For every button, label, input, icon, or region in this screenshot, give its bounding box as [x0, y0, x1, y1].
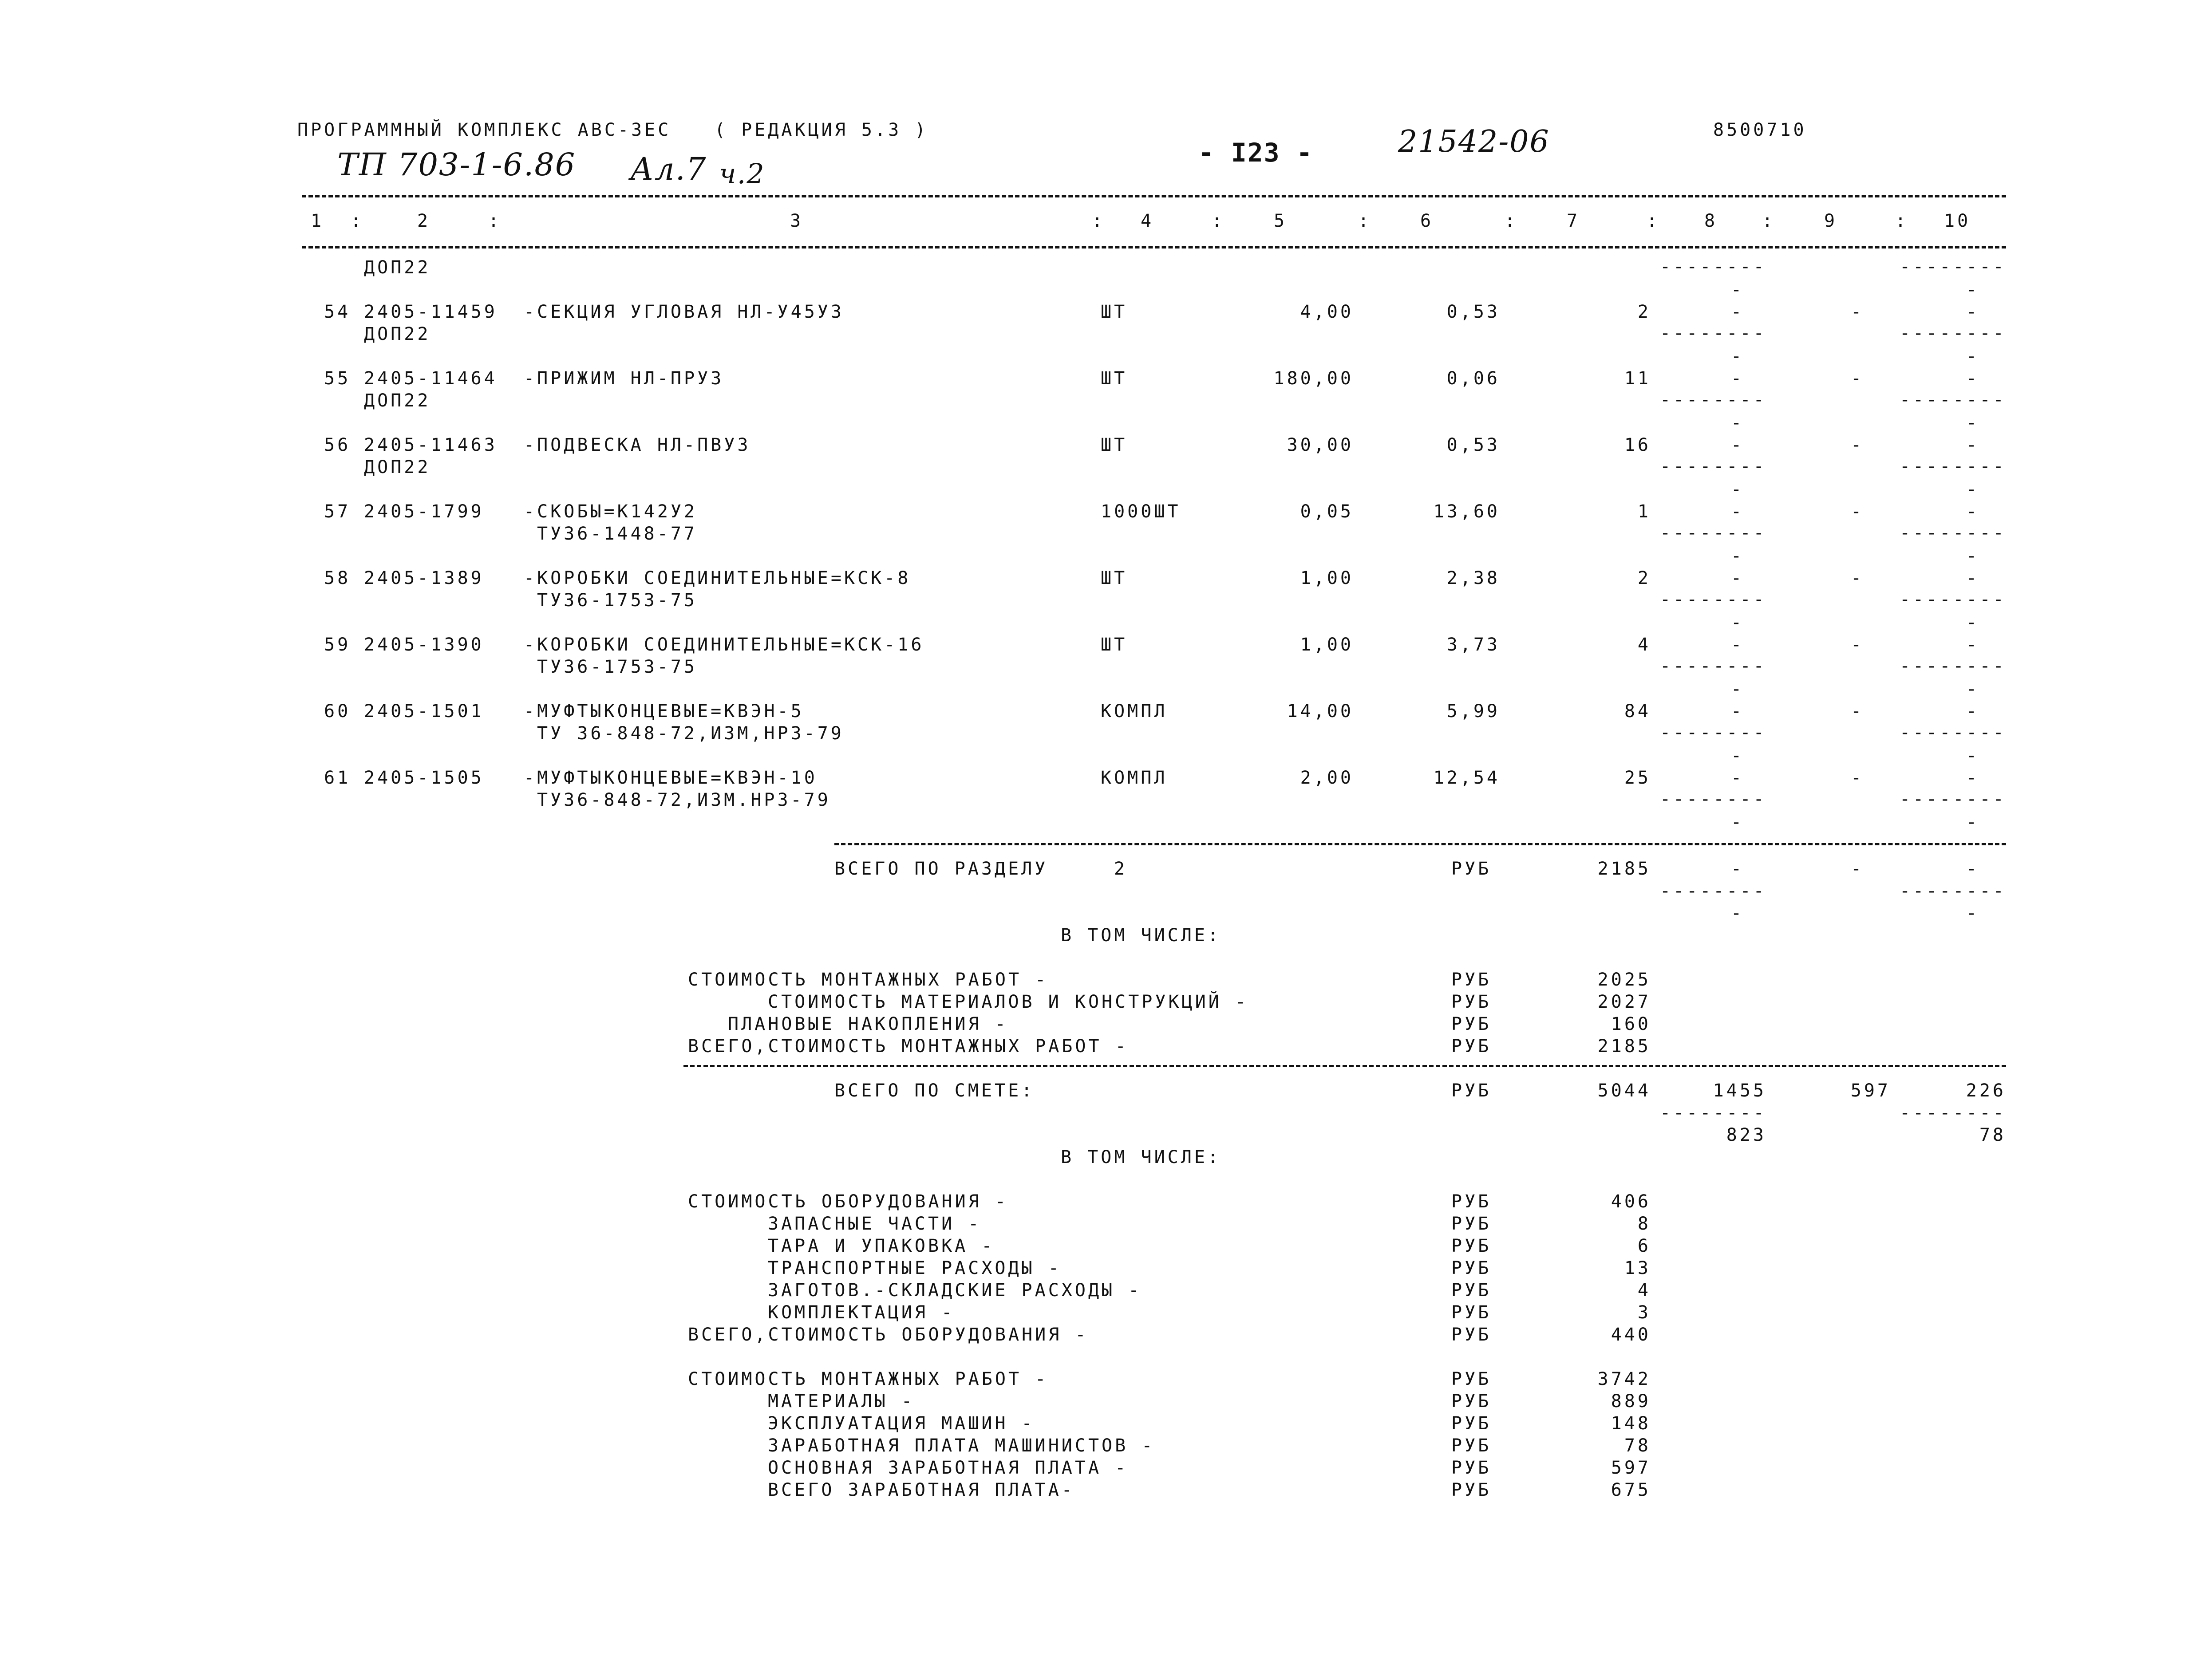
page-number: - I23 - — [1198, 138, 1313, 168]
list-item-label: СТОИМОСТЬ МОНТАЖНЫХ РАБОТ - — [688, 1369, 1049, 1389]
estimate-total-col10-below: 78 — [1979, 1125, 2006, 1145]
inventory-number-handwritten: 21542-06 — [1398, 124, 1550, 159]
row-price: 0,53 — [1446, 302, 1500, 322]
header-top-rule — [302, 195, 2006, 197]
list-item-unit: РУБ — [1451, 1458, 1492, 1478]
row-number: 54 — [324, 302, 351, 322]
col-1: 1 — [311, 211, 324, 231]
part-handwritten: ч.2 — [719, 158, 765, 190]
row-number: 59 — [324, 635, 351, 655]
row-price: 13,60 — [1433, 501, 1500, 522]
row-sum: 2 — [1637, 568, 1651, 588]
row-price: 3,73 — [1446, 635, 1500, 655]
row-name: -МУФТЫКОНЦЕВЫЕ=КВЭН-10 — [524, 768, 818, 788]
row-price: 0,06 — [1446, 368, 1500, 389]
list-item-value: 2185 — [1597, 1036, 1651, 1057]
row-qty: 1,00 — [1300, 635, 1354, 655]
list-item-unit: РУБ — [1451, 970, 1492, 990]
list-item-value: 8 — [1637, 1214, 1651, 1234]
row-name: -МУФТЫКОНЦЕВЫЕ=КВЭН-5 — [524, 701, 804, 722]
list-item-value: 148 — [1611, 1413, 1651, 1434]
list-item-unit: РУБ — [1451, 1391, 1492, 1412]
col-6: 6 — [1420, 211, 1434, 231]
row-price: 12,54 — [1433, 768, 1500, 788]
row-code: 2405-11463 — [364, 435, 498, 455]
estimate-total-col10: 226 — [1966, 1080, 2006, 1101]
row-name: -КОРОБКИ СОЕДИНИТЕЛЬНЫЕ=КСК-16 — [524, 635, 924, 655]
row-unit: ШТ — [1101, 568, 1128, 588]
estimate-total-unit: РУБ — [1451, 1080, 1492, 1101]
list-item-unit: РУБ — [1451, 1280, 1492, 1301]
row-code: 2405-1799 — [364, 501, 484, 522]
estimate-page: ПРОГРАММНЫЙ КОМПЛЕКС АВС-3ЕС ( РЕДАКЦИЯ 5.3 ) 8500710 ТП 703-1-6.86 Ал.7 ч.2 - I23 - 21542-06 1 2 3 4 5 6 7 8 9 10 : : : : : : : : : ДОП22 -------- -------- 54 2405-11459 -СЕКЦИЯ УГЛОВАЯ НЛ-У45У3 ДОП22 ШТ 4,00 0,53 2 - - - - - -------- -------- 55 2405-11464 -ПРИЖИМ НЛ-ПРУ3 ДОП22 ШТ 180,00 0,06 11 - - - - - -------- -------- 56 2405-11463 -ПОДВЕСКА НЛ-ПВУ3 ДОП22 ШТ 30,00 0,53 16 - - - - - -------- -------- 57 2405-1799 -СКОБЫ=К142У2 ТУ36-1448-77 1000ШТ 0,05 13,60 1 - - - - - -------- -------- 58 2405-1389 -КОРОБКИ СОЕДИНИТЕЛЬНЫЕ=КСК-8 ТУ36-1753-75 ШТ 1,00 2,38 2 - - - - - -------- -------- 59 2405-1390 -КОРОБКИ СОЕДИНИТЕЛЬНЫЕ=КСК-16 ТУ36-1753-75 ШТ 1,00 3,73 4 - - - - - -------- -------- 60 2405-1501 -МУФТЫКОНЦЕВЫЕ=КВЭН-5 ТУ 36-848-72,ИЗМ,НР3-79 КОМПЛ 14,00 5,99 84 - - - - - -------- -------- 61 2405-1505 -МУФТЫКОНЦЕВЫЕ=КВЭН-10 ТУ36-848-72,ИЗМ.НР3-79 КОМПЛ 2,00 12,54 25 - - - - - -------- -------- - - ВСЕГО ПО РАЗДЕЛУ 2 РУБ 2185 - - - -------- -------- - - В ТОМ ЧИСЛЕ: СТОИМОСТЬ МОНТАЖНЫХ РАБОТ - РУБ 2025 СТОИМОСТЬ МАТЕРИАЛОВ И КОНСТРУКЦИЙ - РУБ 2027 ПЛАНОВЫЕ НАКОПЛЕНИЯ - РУБ 160 ВСЕГО,СТОИМОСТЬ МОНТАЖНЫХ РАБОТ - РУБ 2185 ВСЕГО ПО СМЕТЕ: РУБ 5044 1455 597 226 -------- -------- 823 78 В ТОМ ЧИСЛЕ: СТОИМОСТЬ ОБОРУДОВАНИЯ - РУБ 406 ЗАПАСНЫЕ ЧАСТИ - РУБ 8 ТАРА И УПАКОВКА - РУБ 6 ТРАНСПОРТНЫЕ РАСХОДЫ - РУБ 13 ЗАГОТОВ.-СКЛАДСКИЕ РАСХОДЫ - РУБ 4 КОМПЛЕКТАЦИЯ - РУБ 3 ВСЕГО,СТОИМОСТЬ ОБОРУДОВАНИЯ - РУБ 440 СТОИМОСТЬ МОНТАЖНЫХ РАБОТ - РУБ 3742 МАТЕРИАЛЫ - РУБ 889 ЭКСПЛУАТАЦИЯ МАШИН - РУБ 148 ЗАРАБОТНАЯ ПЛАТА МАШИНИСТОВ - РУБ 78 ОСНОВНАЯ ЗАРАБОТНАЯ ПЛАТА - РУБ 597 ВСЕГО ЗАРАБОТНАЯ ПЛАТА- РУБ 675 — [297, 120, 2007, 1500]
list-item-label: ВСЕГО,СТОИМОСТЬ МОНТАЖНЫХ РАБОТ - — [688, 1036, 1129, 1057]
list-item-unit: РУБ — [1451, 1325, 1492, 1345]
list-item-unit: РУБ — [1451, 1369, 1492, 1389]
row-unit: ШТ — [1101, 435, 1128, 455]
row-qty: 180,00 — [1273, 368, 1354, 389]
list-item-label: ВСЕГО ЗАРАБОТНАЯ ПЛАТА- — [768, 1480, 1075, 1500]
list-item-unit: РУБ — [1451, 1191, 1492, 1212]
list-item-label: ЗАГОТОВ.-СКЛАДСКИЕ РАСХОДЫ - — [768, 1280, 1142, 1301]
list-item-unit: РУБ — [1451, 1480, 1492, 1500]
list-item-unit: РУБ — [1451, 1435, 1492, 1456]
album-handwritten: Ал.7 — [630, 151, 707, 187]
list-item-label: ЭКСПЛУАТАЦИЯ МАШИН - — [768, 1413, 1035, 1434]
row-number: 56 — [324, 435, 351, 455]
row-code: 2405-11464 — [364, 368, 498, 389]
list-item-label: СТОИМОСТЬ ОБОРУДОВАНИЯ - — [688, 1191, 1008, 1212]
row-note: ДОП22 — [364, 390, 431, 411]
program-name: ПРОГРАММНЫЙ КОМПЛЕКС АВС-3ЕС — [297, 120, 672, 140]
row-unit: КОМПЛ — [1101, 768, 1168, 788]
list-item-value: 406 — [1611, 1191, 1651, 1212]
list-item-unit: РУБ — [1451, 1014, 1492, 1034]
row-name: -СЕКЦИЯ УГЛОВАЯ НЛ-У45У3 — [524, 302, 844, 322]
row-name: -СКОБЫ=К142У2 — [524, 501, 698, 522]
header-bottom-rule — [302, 246, 2006, 248]
estimate-total-label: ВСЕГО ПО СМЕТЕ: — [834, 1080, 1035, 1101]
list-item-label: МАТЕРИАЛЫ - — [768, 1391, 915, 1412]
list-item-value: 440 — [1611, 1325, 1651, 1345]
row-price: 0,53 — [1446, 435, 1500, 455]
row-qty: 1,00 — [1300, 568, 1354, 588]
list-item-value: 889 — [1611, 1391, 1651, 1412]
list-item-unit: РУБ — [1451, 992, 1492, 1012]
row-number: 55 — [324, 368, 351, 389]
tp-number-handwritten: ТП 703-1-6.86 — [337, 146, 576, 183]
list-item-value: 160 — [1611, 1014, 1651, 1034]
row-unit: ШТ — [1101, 635, 1128, 655]
list-item-label: ЗАПАСНЫЕ ЧАСТИ - — [768, 1214, 982, 1234]
list-item-label: ТАРА И УПАКОВКА - — [768, 1236, 995, 1256]
list-item-unit: РУБ — [1451, 1236, 1492, 1256]
row-name: -КОРОБКИ СОЕДИНИТЕЛЬНЫЕ=КСК-8 — [524, 568, 911, 588]
list-item-label: ТРАНСПОРТНЫЕ РАСХОДЫ - — [768, 1258, 1062, 1278]
row-code: 2405-1389 — [364, 568, 484, 588]
list-item-unit: РУБ — [1451, 1214, 1492, 1234]
row-sum: 4 — [1637, 635, 1651, 655]
col-10: 10 — [1944, 211, 1971, 231]
col-5: 5 — [1274, 211, 1288, 231]
continuation-note: ДОП22 — [364, 257, 431, 278]
list-item-label: ВСЕГО,СТОИМОСТЬ ОБОРУДОВАНИЯ - — [688, 1325, 1089, 1345]
list-item-label: ПЛАНОВЫЕ НАКОПЛЕНИЯ - — [728, 1014, 1008, 1034]
row-number: 57 — [324, 501, 351, 522]
list-item-value: 6 — [1637, 1236, 1651, 1256]
row-name: -ПРИЖИМ НЛ-ПРУ3 — [524, 368, 724, 389]
row-sum: 2 — [1637, 302, 1651, 322]
row-note: ТУ36-1753-75 — [537, 590, 697, 611]
list-item-value: 675 — [1611, 1480, 1651, 1500]
continuation-dashline-8: -------- — [1660, 256, 1767, 277]
row-note: ТУ36-1448-77 — [537, 524, 697, 544]
row-number: 58 — [324, 568, 351, 588]
row-sum: 11 — [1624, 368, 1651, 389]
section-total-sum: 2185 — [1597, 859, 1651, 879]
estimate-total-col9: 597 — [1850, 1080, 1891, 1101]
row-unit: КОМПЛ — [1101, 701, 1168, 722]
col-9: 9 — [1824, 211, 1838, 231]
row-note: ДОП22 — [364, 457, 431, 477]
row-qty: 30,00 — [1287, 435, 1354, 455]
section-total-label: ВСЕГО ПО РАЗДЕЛУ — [834, 859, 1048, 879]
list-item-unit: РУБ — [1451, 1036, 1492, 1057]
list-item-label: СТОИМОСТЬ МОНТАЖНЫХ РАБОТ - — [688, 970, 1049, 990]
row-number: 61 — [324, 768, 351, 788]
row-sum: 84 — [1624, 701, 1651, 722]
program-edition: ( РЕДАКЦИЯ 5.3 ) — [715, 120, 928, 140]
row-number: 60 — [324, 701, 351, 722]
list-item-value: 3742 — [1597, 1369, 1651, 1389]
row-code: 2405-11459 — [364, 302, 498, 322]
row-name: -ПОДВЕСКА НЛ-ПВУ3 — [524, 435, 751, 455]
list-item-label: ЗАРАБОТНАЯ ПЛАТА МАШИНИСТОВ - — [768, 1435, 1155, 1456]
list-item-label: ОСНОВНАЯ ЗАРАБОТНАЯ ПЛАТА - — [768, 1458, 1129, 1478]
row-unit: ШТ — [1101, 302, 1128, 322]
row-sum: 1 — [1637, 501, 1651, 522]
col-2: 2 — [417, 211, 431, 231]
document-code: 8500710 — [1713, 120, 1807, 140]
list-item-value: 13 — [1624, 1258, 1651, 1278]
row-note: ТУ36-848-72,ИЗМ.НР3-79 — [537, 790, 831, 810]
row-sum: 16 — [1624, 435, 1651, 455]
estimate-total-col8-below: 823 — [1726, 1125, 1766, 1145]
list-item-value: 2025 — [1597, 970, 1651, 990]
row-note: ТУ36-1753-75 — [537, 657, 697, 677]
row-qty: 2,00 — [1300, 768, 1354, 788]
list-item-unit: РУБ — [1451, 1258, 1492, 1278]
row-qty: 14,00 — [1287, 701, 1354, 722]
list-item-unit: РУБ — [1451, 1302, 1492, 1323]
estimate-total-col8: 1455 — [1713, 1080, 1766, 1101]
row-note: ДОП22 — [364, 324, 431, 344]
col-3: 3 — [790, 211, 804, 231]
col-4: 4 — [1141, 211, 1154, 231]
estimate-total-rule — [683, 1065, 2006, 1067]
section-number: 2 — [1114, 859, 1128, 879]
row-price: 5,99 — [1446, 701, 1500, 722]
row-note: ТУ 36-848-72,ИЗМ,НР3-79 — [537, 723, 844, 744]
row-unit: 1000ШТ — [1101, 501, 1181, 522]
row-unit: ШТ — [1101, 368, 1128, 389]
row-code: 2405-1505 — [364, 768, 484, 788]
col-7: 7 — [1567, 211, 1580, 231]
row-code: 2405-1390 — [364, 635, 484, 655]
list-item-value: 3 — [1637, 1302, 1651, 1323]
including-heading-2: В ТОМ ЧИСЛЕ: — [1061, 1147, 1221, 1167]
row-sum: 25 — [1624, 768, 1651, 788]
list-item-label: СТОИМОСТЬ МАТЕРИАЛОВ И КОНСТРУКЦИЙ - — [768, 992, 1248, 1012]
col-8: 8 — [1704, 211, 1718, 231]
section-total-unit: РУБ — [1451, 859, 1492, 879]
row-qty: 4,00 — [1300, 302, 1354, 322]
section-total-rule — [834, 843, 2006, 845]
list-item-value: 78 — [1624, 1435, 1651, 1456]
list-item-label: КОМПЛЕКТАЦИЯ - — [768, 1302, 955, 1323]
row-qty: 0,05 — [1300, 501, 1354, 522]
row-code: 2405-1501 — [364, 701, 484, 722]
continuation-dashline-10: -------- — [1900, 256, 2007, 277]
list-item-value: 2027 — [1597, 992, 1651, 1012]
list-item-unit: РУБ — [1451, 1413, 1492, 1434]
estimate-total-sum: 5044 — [1597, 1080, 1651, 1101]
list-item-value: 597 — [1611, 1458, 1651, 1478]
including-heading: В ТОМ ЧИСЛЕ: — [1061, 925, 1221, 946]
row-price: 2,38 — [1446, 568, 1500, 588]
list-item-value: 4 — [1637, 1280, 1651, 1301]
